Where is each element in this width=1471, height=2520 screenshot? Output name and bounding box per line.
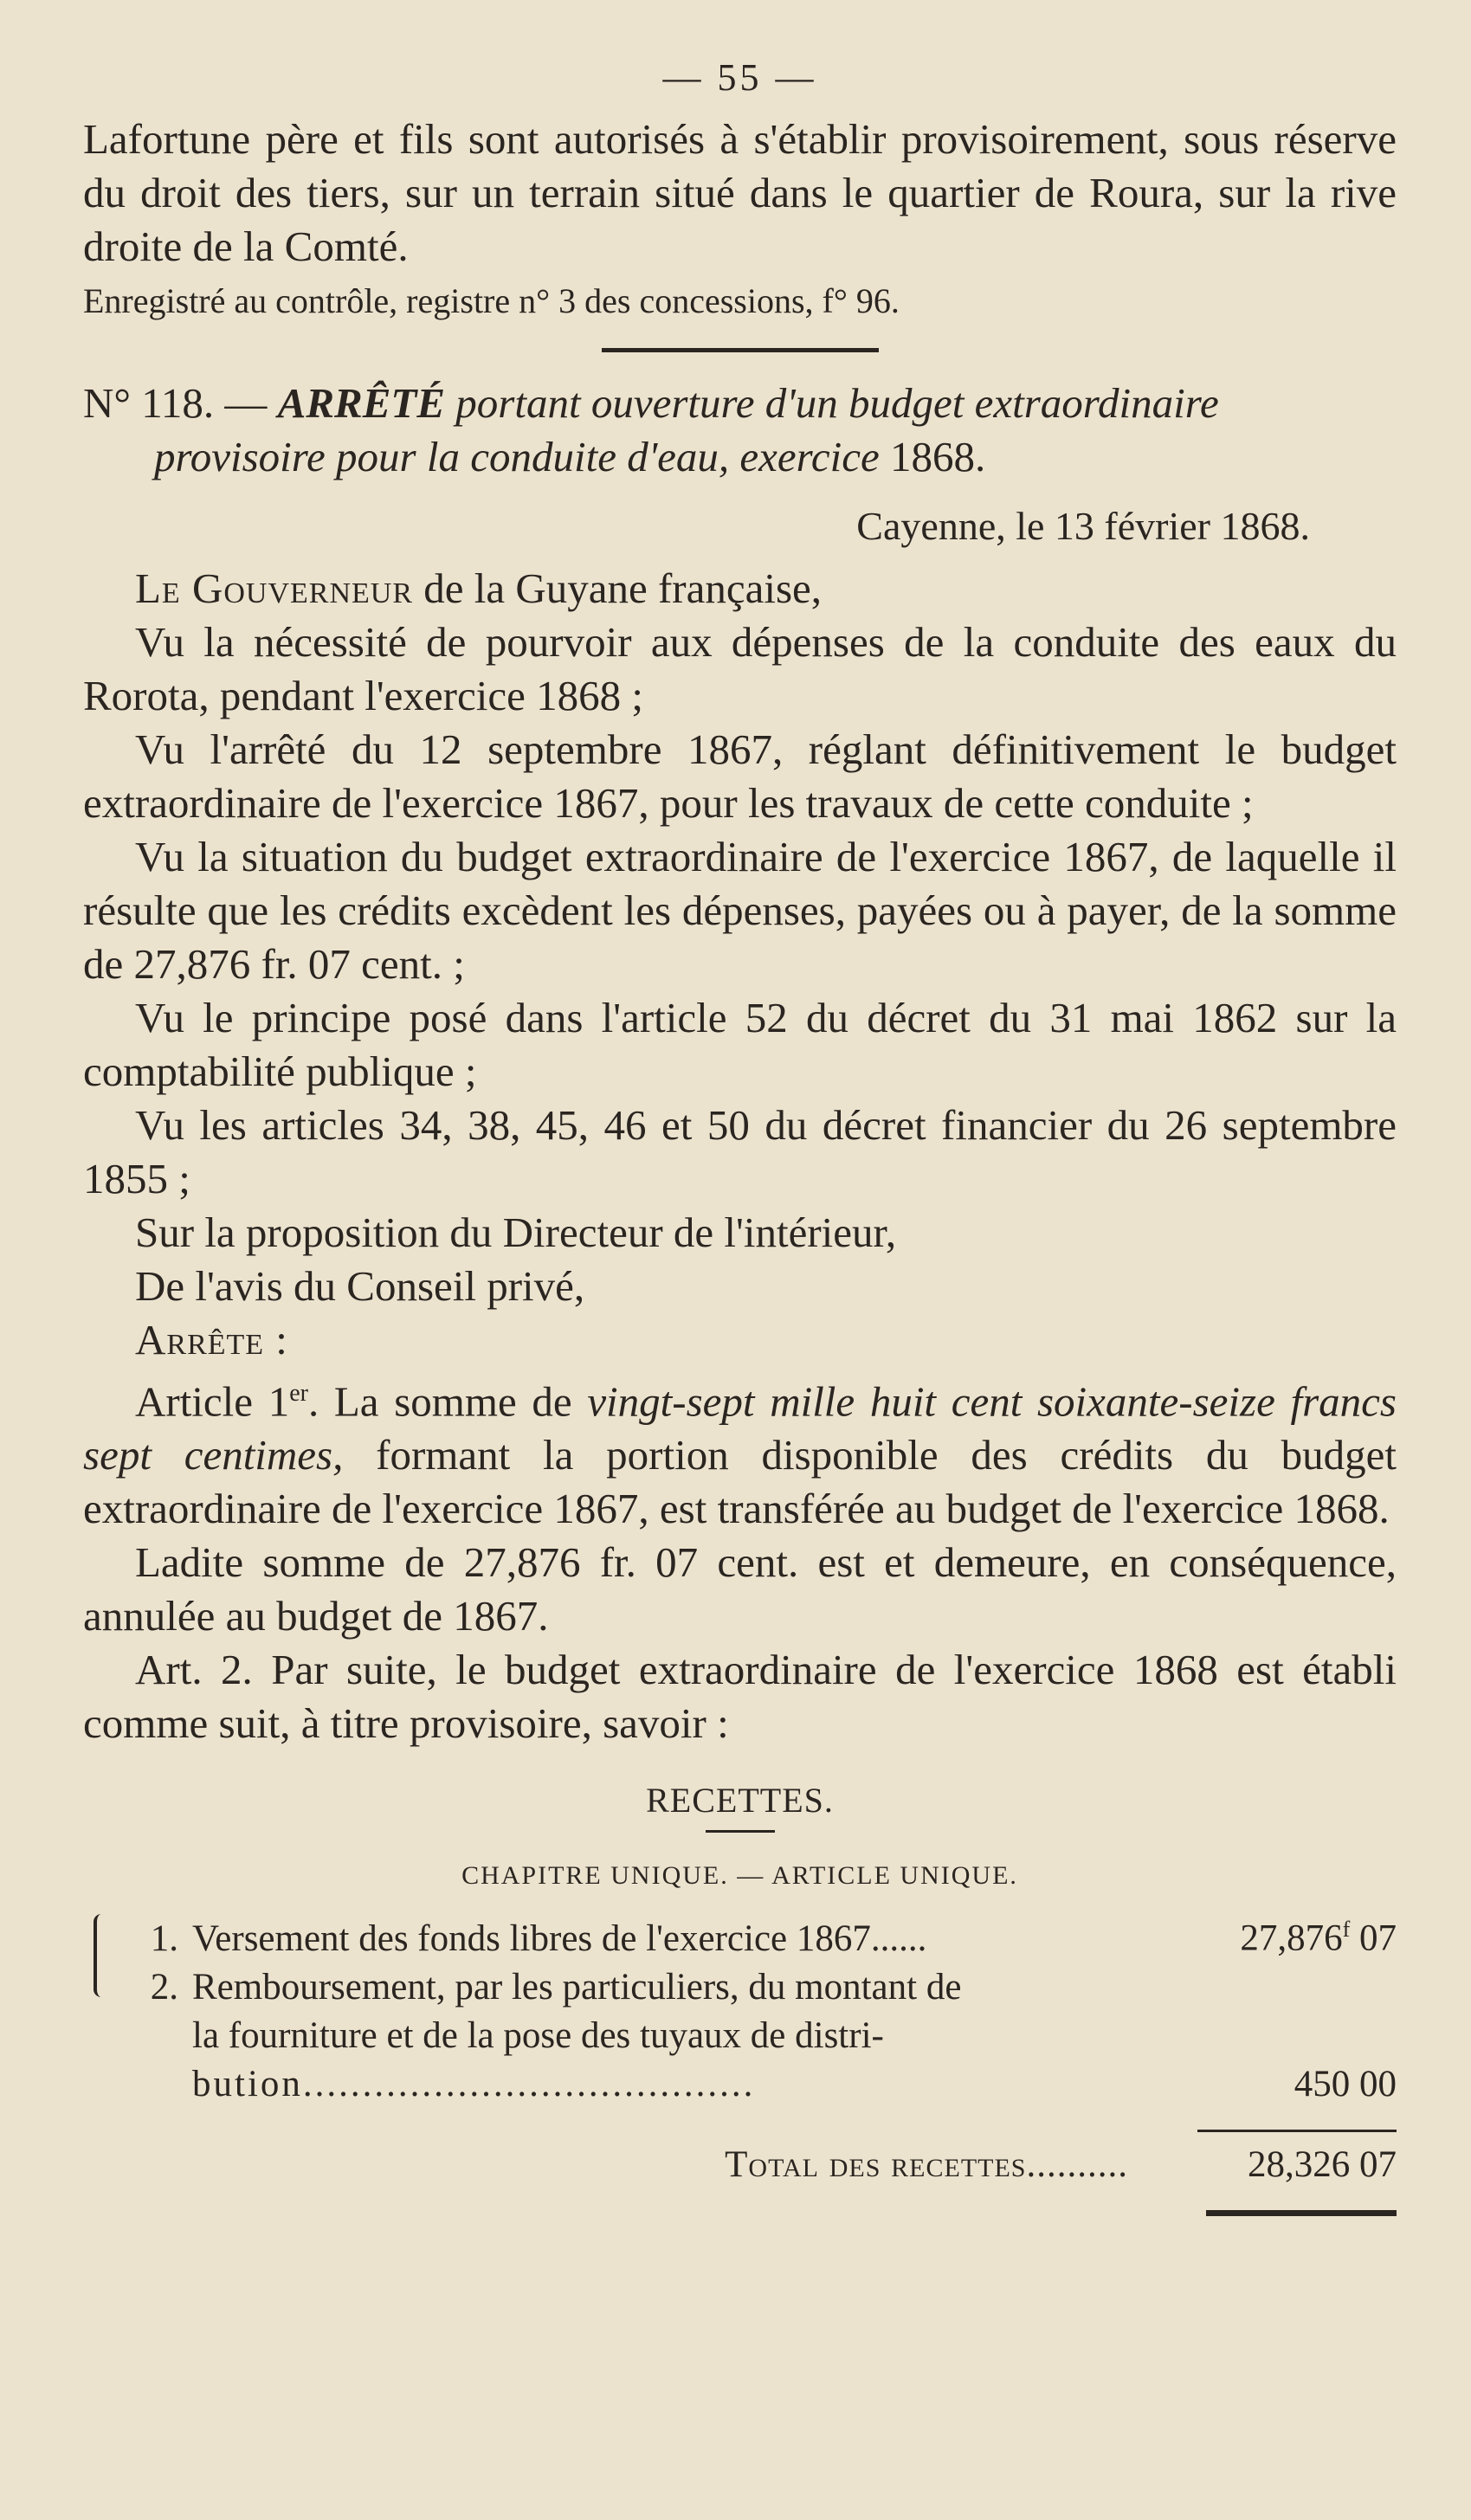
article-1-label: Article 1 [135,1377,290,1426]
intro-rest: de la Guyane française, [413,564,823,612]
row-label-continued: bution...................................... [192,2063,756,2104]
article-2: Art. 2. Par suite, le budget extraordinaire de l'exercice 1868 est établi comme suit, à titre provisoire, savoir : [83,1646,1397,1748]
considerant-4: Vu le principe posé dans l'article 52 du décret du 31 mai 1862 sur la comptabilité publique ; [83,994,1397,1095]
total-rule [1197,2130,1397,2132]
intro [83,562,1397,615]
recettes-row-continuation [83,2012,1397,2060]
article-1-paragraph-2: Ladite somme de 27,876 fr. 07 cent. est et demeure, en conséquence, annulée au budget de 1867. [83,1538,1397,1640]
recettes-row [83,1963,1397,2012]
considerant-3: Vu la situation du budget extraordinaire de l'exercice 1867, de laquelle il résulte que les crédits excèdent les dépenses, payées ou à payer, de la somme de 27,876 fr. 07 cent. ; [83,833,1397,988]
total-row [83,2139,1397,2191]
arrete-label: Arrête : [135,1316,288,1363]
recettes-row-continuation [83,2060,1397,2109]
decree-number: N° 118. [83,379,215,427]
registration-note: Enregistré au contrôle, registre n° 3 des concessions, f° 96. [83,281,900,320]
decree-title-rest: portant ouverture d'un budget extraordinaire provisoire pour la conduite d'eau, exercice [154,379,1219,480]
article-1-post: formant la portion disponible des crédits du budget extraordinaire de l'exercice 1867, est transférée au budget de l'exercice 1868. [83,1431,1397,1533]
considerant-1: Vu la nécessité de pourvoir aux dépenses de la conduite des eaux du Rorota, pendant l'exercice 1868 ; [83,618,1397,719]
row-amount: 450 00 [1294,2063,1397,2104]
previous-decree-text: Lafortune père et fils sont autorisés à s'établir provisoirement, sous réserve du droit des tiers, sur un terrain situé dans le quartier de Roura, sur la rive droite de la Comté. [83,115,1397,270]
page-number: — 55 — [662,56,817,99]
dateline: Cayenne, le 13 février 1868. [856,504,1310,548]
recettes-row [83,1905,1397,1963]
row-label: Versement des fonds libres de l'exercice 1867...... [192,1917,927,1959]
recettes-title: RECETTES. [646,1781,834,1821]
total-amount: 28,326 07 [1248,2143,1397,2185]
decree-title-word: ARRÊTÉ [277,379,446,427]
row-number: 2. [150,1966,178,2008]
total-double-rule [1206,2210,1397,2216]
considerant-7: De l'avis du Conseil privé, [135,1262,585,1310]
section-divider [602,348,879,352]
brace-mark [94,1914,109,1997]
total-label: Total des recettes.......... [725,2143,1128,2185]
chapter-heading: CHAPITRE UNIQUE. — ARTICLE UNIQUE. [461,1861,1018,1891]
heading-dash: — [214,379,278,427]
article-1 [83,1367,1397,1536]
recettes-divider [706,1830,775,1833]
decree-year: 1868 [890,433,976,480]
recettes-table [83,1905,1397,2108]
row-label: Remboursement, par les particuliers, du montant de [192,1966,962,2008]
considerant-6: Sur la proposition du Directeur de l'intérieur, [135,1208,897,1256]
decree-heading: N° 118. — ARRÊTÉ portant ouverture d'un budget extraordinaire provisoire pour la conduite d'eau, exercice 1868. [83,379,1219,480]
row-number: 1. [150,1917,178,1959]
row-label-continued: la fourniture et de la pose des tuyaux de distri- [192,2014,884,2056]
considerant-2: Vu l'arrêté du 12 septembre 1867, réglant définitivement le budget extraordinaire de l'exercice 1867, pour les travaux de cette conduite ; [83,725,1397,827]
row-amount: 27,876$^f$ 07 [1240,1917,1397,1959]
article-1-pre: . La somme de [307,1377,588,1426]
article-1-sup: er [289,1380,308,1407]
article-1-amount-words: vingt-sept mille huit cent soixante-seize francs sept centimes, [83,1377,1397,1479]
considerant-5: Vu les articles 34, 38, 45, 46 et 50 du décret financier du 26 septembre 1855 ; [83,1101,1397,1202]
intro-governor: Le Gouverneur [135,564,413,612]
